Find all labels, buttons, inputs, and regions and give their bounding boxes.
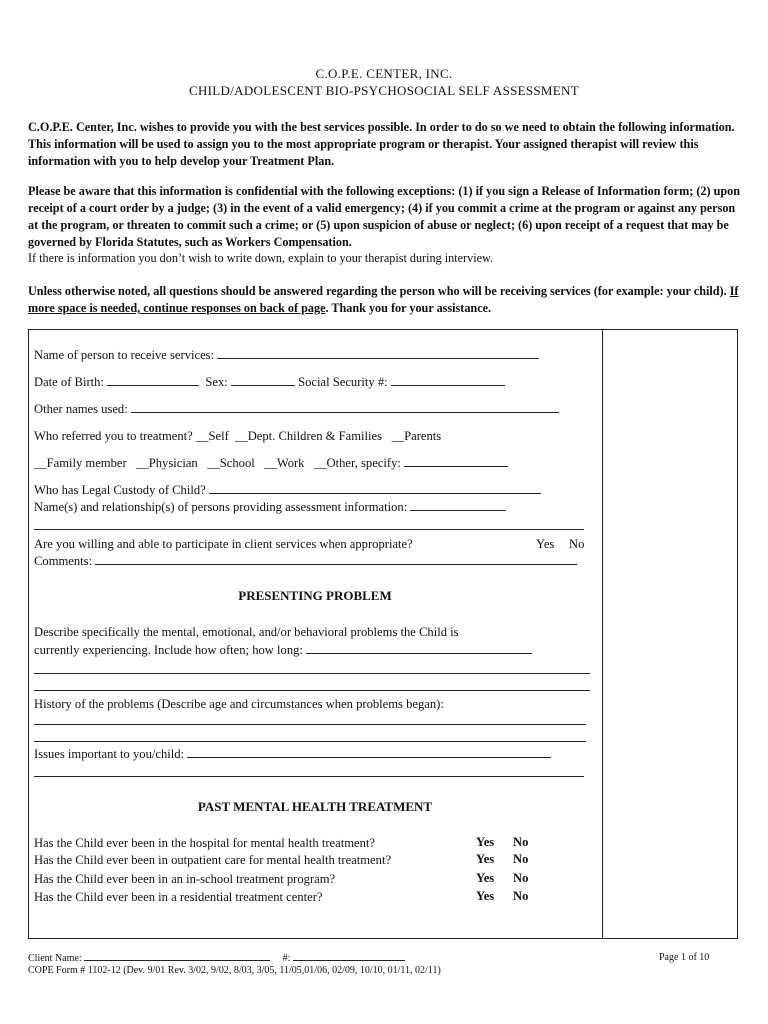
referral-row: Who referred you to treatment? __Self __Dept. Children & Families __Parents xyxy=(34,429,442,443)
history-field-line-2[interactable] xyxy=(34,741,586,742)
past-question-1: Has the Child ever been in the hospital for mental health treatment? xyxy=(34,836,375,850)
q2-no[interactable]: No xyxy=(513,852,529,866)
ref-dcf-option[interactable]: __Dept. Children & Families xyxy=(235,429,383,443)
ref-other-field[interactable] xyxy=(404,455,508,467)
willing-no[interactable]: No xyxy=(569,537,585,551)
q4-yes[interactable]: Yes xyxy=(476,889,495,903)
client-number-field[interactable] xyxy=(293,952,405,961)
q3-no[interactable]: No xyxy=(513,871,529,885)
past-question-3: Has the Child ever been in an in-school treatment program? xyxy=(34,872,336,886)
willing-row: Are you willing and able to participate in client services when appropriate? xyxy=(34,537,413,551)
history-field-line-1[interactable] xyxy=(34,724,586,725)
describe-field-line-3[interactable] xyxy=(34,690,590,691)
ref-physician-option[interactable]: __Physician xyxy=(136,456,198,470)
past-question-2: Has the Child ever been in outpatient care for mental health treatment? xyxy=(34,853,392,867)
issues-row: Issues important to you/child: xyxy=(34,746,551,762)
other-names-field[interactable] xyxy=(131,401,559,413)
describe-label-1: Describe specifically the mental, emotional, and/or behavioral problems the Child is xyxy=(34,625,459,639)
describe-row: currently experiencing. Include how often; how long: xyxy=(34,642,532,658)
ref-school-option[interactable]: __School xyxy=(207,456,255,470)
ref-self-option[interactable]: __Self xyxy=(195,429,229,443)
client-name-field[interactable] xyxy=(84,952,270,961)
referral-row-2 xyxy=(34,455,508,471)
other-names-row: Other names used: xyxy=(34,401,559,417)
q3-yes[interactable]: Yes xyxy=(476,871,495,885)
more-space-note: If more space is needed, continue responses on back of page xyxy=(28,284,739,315)
ssn-field[interactable] xyxy=(391,374,505,386)
instructions-paragraph: Unless otherwise noted, all questions should be answered regarding the person who will be receiving services (for example: your child). If more space is needed, continue responses on back of page. Thank you for your assistance. xyxy=(28,284,739,315)
comments-field[interactable] xyxy=(95,553,577,565)
providers-field-line-2[interactable] xyxy=(34,529,584,530)
client-name-row: Client Name: #: xyxy=(28,952,405,964)
providers-field[interactable] xyxy=(410,499,506,511)
custody-field[interactable] xyxy=(209,482,541,494)
ref-family-option[interactable]: __Family member xyxy=(34,456,127,470)
q2-yes[interactable]: Yes xyxy=(476,852,495,866)
custody-row: Who has Legal Custody of Child? xyxy=(34,482,541,498)
providers-row: Name(s) and relationship(s) of persons providing assessment information: xyxy=(34,499,506,515)
organization-name: C.O.P.E. CENTER, INC. xyxy=(315,66,453,81)
intro-paragraph: C.O.P.E. Center, Inc. wishes to provide you with the best services possible. In order to do so we need to obtain the following information. This information will be used to assign you to the most appropriate program or therapist. Your assigned therapist will review this information with you to help develop your Treatment Plan. xyxy=(28,120,735,168)
presenting-problem-heading: PRESENTING PROBLEM xyxy=(238,588,392,603)
comments-row: Comments: xyxy=(34,553,577,569)
form-title: CHILD/ADOLESCENT BIO-PSYCHOSOCIAL SELF ASSESSMENT xyxy=(189,83,579,98)
ref-parents-option[interactable]: __Parents xyxy=(391,429,442,443)
willing-yes[interactable]: Yes xyxy=(536,537,555,551)
q4-no[interactable]: No xyxy=(513,889,529,903)
sex-field[interactable] xyxy=(231,374,295,386)
past-treatment-heading: PAST MENTAL HEALTH TREATMENT xyxy=(197,799,433,814)
q1-yes[interactable]: Yes xyxy=(476,835,495,849)
describe-field[interactable] xyxy=(306,642,532,654)
form-box-divider xyxy=(602,329,603,939)
name-row: Name of person to receive services: xyxy=(34,347,539,363)
past-question-4: Has the Child ever been in a residential treatment center? xyxy=(34,890,323,904)
q1-no[interactable]: No xyxy=(513,835,529,849)
name-field[interactable] xyxy=(217,347,539,359)
describe-field-line-2[interactable] xyxy=(34,673,590,674)
confidentiality-note: If there is information you don’t wish to write down, explain to your therapist during interview. xyxy=(28,251,494,265)
history-label: History of the problems (Describe age and circumstances when problems began): xyxy=(34,697,444,711)
page-number: Page 1 of 10 xyxy=(659,952,710,963)
dob-field[interactable] xyxy=(107,374,199,386)
ref-work-option[interactable]: __Work xyxy=(264,456,305,470)
form-id: COPE Form # 1102-12 (Dev. 9/01 Rev. 3/02, 9/02, 8/03, 3/05, 11/05,01/06, 02/09, 10/10, 01/11, 02/11) xyxy=(28,965,441,976)
confidentiality-paragraph: Please be aware that this information is confidential with the following exceptions: (1) if you sign a Release of Information form; (2) upon receipt of a court order by a judge; (3) in the event of a valid emergency; (4) if you commit a crime at the program or against any person at the program, or threaten to commit such a crime; or (5) upon suspicion of abuse or neglect; (6) upon receipt of a request that may be governed by Florida Statutes, such as Workers Compensation. xyxy=(28,184,741,249)
issues-field-line-2[interactable] xyxy=(34,776,584,777)
dob-row: Date of Birth: Sex: Social Security #: xyxy=(34,374,505,390)
issues-field[interactable] xyxy=(187,746,551,758)
ref-other-option[interactable]: __Other, specify: xyxy=(313,456,401,470)
